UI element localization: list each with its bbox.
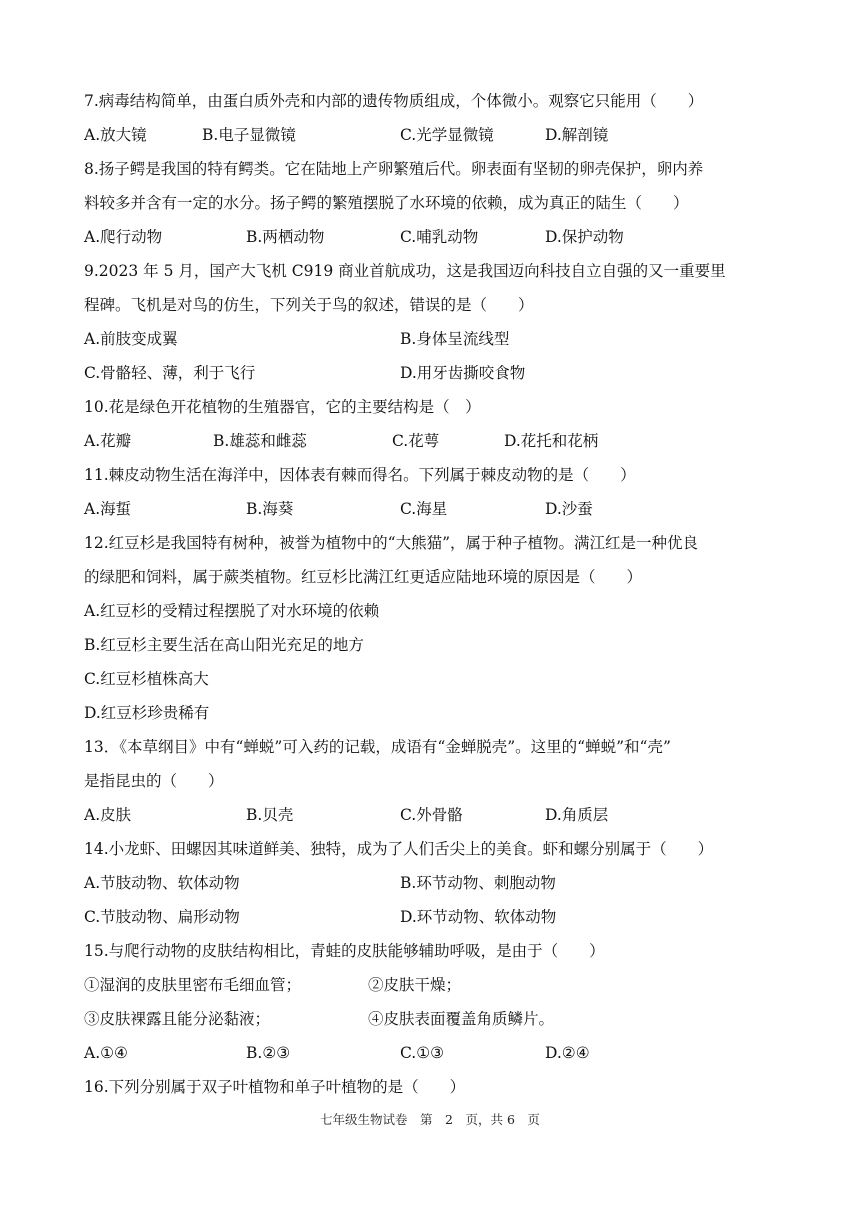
question-13-stem-line-2: 是指昆虫的（ ）: [84, 772, 224, 790]
question-13-stem-line-1: 13．《本草纲目》中有“蝉蜕”可入药的记载，成语有“金蝉脱壳”。这里的“蝉蜕”和“壳”: [84, 738, 671, 756]
question-12-stem-line-1: 12.红豆杉是我国特有树种，被誉为植物中的“大熊猫”，属于种子植物。满江红是一种优良: [84, 534, 699, 552]
question-7-option-a: A.放大镜: [84, 126, 147, 144]
question-10-option-d: D.花托和花柄: [504, 432, 599, 450]
question-8-option-b: B.两栖动物: [246, 228, 325, 246]
question-12-option-d: D.红豆杉珍贵稀有: [84, 704, 210, 722]
question-9-option-d: D.用牙齿撕咬食物: [400, 364, 526, 382]
question-15-stem: 15.与爬行动物的皮肤结构相比，青蛙的皮肤能够辅助呼吸，是由于（ ）: [84, 942, 605, 960]
question-15-statement-1: ①湿润的皮肤里密布毛细血管；: [84, 976, 302, 994]
question-7-option-c: C.光学显微镜: [400, 126, 494, 144]
question-12-option-c: C.红豆杉植株高大: [84, 670, 209, 688]
question-9-stem-line-1: 9.2023 年 5 月，国产大飞机 C919 商业首航成功，这是我国迈向科技自立自强的又一重要里: [84, 262, 726, 280]
question-15-option-b: B.②③: [246, 1044, 291, 1062]
question-7-option-d: D.解剖镜: [545, 126, 609, 144]
question-14-option-a: A.节肢动物、软体动物: [84, 874, 240, 892]
question-9-option-a: A.前肢变成翼: [84, 330, 178, 348]
question-15-option-a: A.①④: [84, 1044, 128, 1062]
question-12-stem-line-2: 的绿肥和饲料，属于蕨类植物。红豆杉比满江红更适应陆地环境的原因是（ ）: [84, 568, 643, 586]
question-15-statement-2: ②皮肤干燥；: [368, 976, 462, 994]
question-14-stem: 14.小龙虾、田螺因其味道鲜美、独特，成为了人们舌尖上的美食。虾和螺分别属于（ ）: [84, 840, 714, 858]
question-16-stem: 16.下列分别属于双子叶植物和单子叶植物的是（ ）: [84, 1078, 466, 1096]
question-13-option-b: B.贝壳: [246, 806, 294, 824]
question-12-option-b: B.红豆杉主要生活在高山阳光充足的地方: [84, 636, 364, 654]
question-12-option-a: A.红豆杉的受精过程摆脱了对水环境的依赖: [84, 602, 380, 620]
question-15-statement-4: ④皮肤表面覆盖角质鳞片。: [368, 1010, 555, 1028]
question-14-option-d: D.环节动物、软体动物: [400, 908, 557, 926]
question-14-option-b: B.环节动物、刺胞动物: [400, 874, 556, 892]
question-9-stem-line-2: 程碑。飞机是对鸟的仿生，下列关于鸟的叙述，错误的是（ ）: [84, 296, 534, 314]
question-10-stem: 10.花是绿色开花植物的生殖器官，它的主要结构是（ ）: [84, 398, 481, 416]
question-10-option-a: A.花瓣: [84, 432, 132, 450]
question-8-stem-line-1: 8.扬子鳄是我国的特有鳄类。它在陆地上产卵繁殖后代。卵表面有坚韧的卵壳保护，卵内养: [84, 160, 704, 178]
question-7-option-b: B.电子显微镜: [202, 126, 296, 144]
question-14-option-c: C.节肢动物、扁形动物: [84, 908, 240, 926]
question-8-stem-line-2: 料较多并含有一定的水分。扬子鳄的繁殖摆脱了水环境的依赖，成为真正的陆生（ ）: [84, 194, 689, 212]
question-13-option-c: C.外骨骼: [400, 806, 463, 824]
question-7-stem: 7.病毒结构简单，由蛋白质外壳和内部的遗传物质组成，个体微小。观察它只能用（ ）: [84, 92, 704, 110]
question-15-option-c: C.①③: [400, 1044, 445, 1062]
question-15-statement-3: ③皮肤裸露且能分泌黏液；: [84, 1010, 271, 1028]
question-11-option-d: D.沙蚕: [545, 500, 593, 518]
question-9-option-c: C.骨骼轻、薄，利于飞行: [84, 364, 256, 382]
question-11-option-b: B.海葵: [246, 500, 294, 518]
question-10-option-c: C.花萼: [392, 432, 440, 450]
question-13-option-a: A.皮肤: [84, 806, 132, 824]
question-13-option-d: D.角质层: [545, 806, 609, 824]
question-11-stem: 11.棘皮动物生活在海洋中，因体表有棘而得名。下列属于棘皮动物的是（ ）: [84, 466, 636, 484]
question-8-option-c: C.哺乳动物: [400, 228, 479, 246]
question-11-option-a: A.海蜇: [84, 500, 132, 518]
question-15-option-d: D.②④: [545, 1044, 590, 1062]
question-8-option-a: A.爬行动物: [84, 228, 163, 246]
question-9-option-b: B.身体呈流线型: [400, 330, 510, 348]
question-8-option-d: D.保护动物: [545, 228, 624, 246]
page-footer: 七年级生物试卷 第 2 页，共 6 页: [320, 1112, 540, 1127]
question-10-option-b: B.雄蕊和雌蕊: [213, 432, 307, 450]
question-11-option-c: C.海星: [400, 500, 448, 518]
